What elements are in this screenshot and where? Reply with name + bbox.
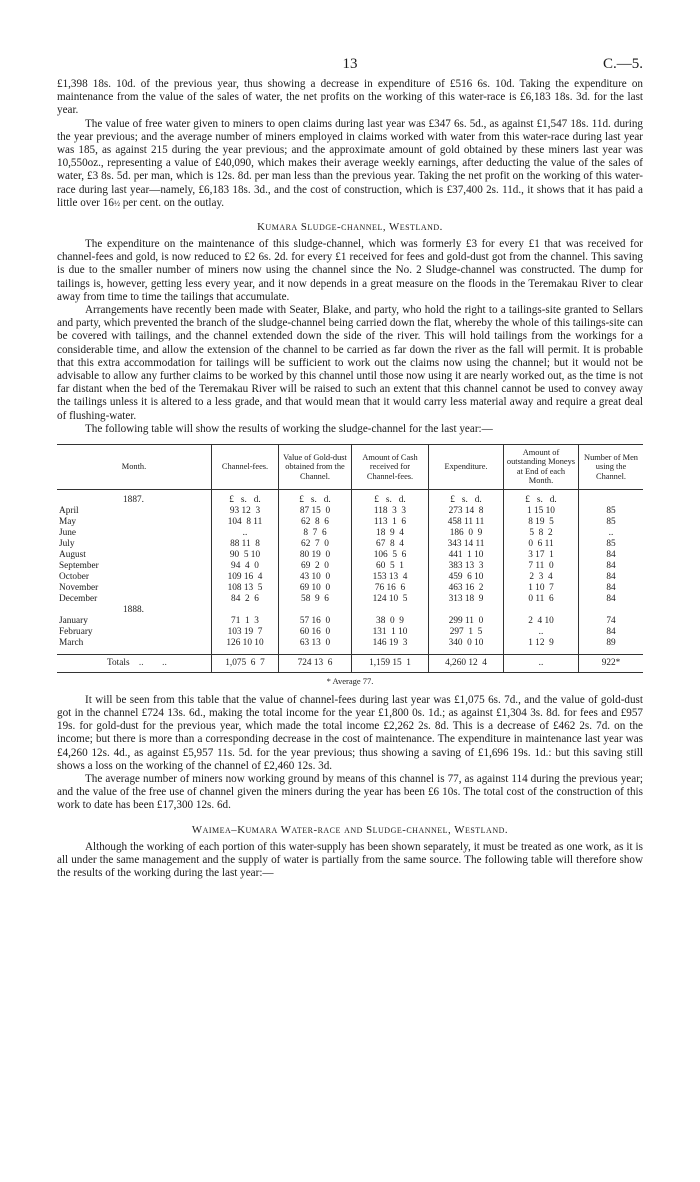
cash-cell: 131 1 10	[352, 627, 429, 638]
out-cell: 2 4 10	[504, 616, 579, 627]
fees-cell: 104 8 11	[212, 517, 279, 528]
paragraph: Arrangements have recently been made with Seater, Blake, and party, who hold the right to a tailings-site granted to Sellars and party, which prevented the branch of the sludge-channel being carried down the flat, whereby the whole of this tailings-site can be covered with tailings, and the channel extended down the side of the river. This will hold tailings from the workings for a considerable time, and allow the extension of the channel to be carried as far down the river as the fall will permit. It is probable that this extra accommodation for tailings will be sufficient to work out the claims now using the channel; but it would not be advisable to allow any further claims to be worked by this channel until those now using it are nearly worked out, as the time is not far distant when the bed of the Teremakau River will be raised to such an extent that this channel cannot be used to convey away the tailings unless it is altered to a less grade, and that would mean that it would carry less material away and require a great deal of flushing-water.	[57, 304, 643, 422]
out-cell: 5 8 2	[504, 528, 579, 539]
men-cell: 922*	[579, 654, 644, 672]
section-heading: Kumara Sludge-channel, Westland.	[257, 221, 443, 234]
out-cell: 0 6 11	[504, 539, 579, 550]
cash-cell: 60 5 1	[352, 561, 429, 572]
units-label: £ s. d.	[352, 495, 429, 506]
table-header-row	[57, 445, 643, 490]
fees-cell: 88 11 8	[212, 539, 279, 550]
gold-cell: 80 19 0	[279, 550, 352, 561]
document-reference: C.—5.	[602, 56, 643, 72]
men-cell: 89	[579, 638, 644, 649]
exp-cell: 441 1 10	[429, 550, 504, 561]
month-cell: April	[59, 505, 79, 516]
out-cell: ..	[504, 654, 579, 672]
fees-cell: 93 12 3	[212, 506, 279, 517]
table-row	[57, 539, 643, 550]
units-label: £ s. d.	[212, 495, 279, 506]
month-cell: May	[59, 516, 77, 527]
month-cell: October	[59, 571, 89, 582]
exp-cell: 343 14 11	[429, 539, 504, 550]
men-cell: 84	[579, 594, 644, 605]
cash-cell: 106 5 6	[352, 550, 429, 561]
month-cell: September	[59, 560, 99, 571]
exp-cell: 186 0 9	[429, 528, 504, 539]
gold-cell: 63 13 0	[279, 638, 352, 649]
exp-cell: 4,260 12 4	[429, 654, 504, 672]
units-label: £ s. d.	[504, 495, 579, 506]
fraction: ½	[113, 198, 120, 208]
men-cell: ..	[579, 528, 644, 539]
table-row	[57, 627, 643, 638]
col-header-month: Month.	[57, 445, 212, 490]
out-cell: ..	[504, 627, 579, 638]
men-cell: 84	[579, 572, 644, 583]
men-cell: 74	[579, 616, 644, 627]
exp-cell: 273 14 8	[429, 506, 504, 517]
year-label: 1887.	[123, 494, 144, 505]
month-cell: July	[59, 538, 75, 549]
table-row	[57, 638, 643, 649]
exp-cell: 313 18 9	[429, 594, 504, 605]
table-row	[57, 561, 643, 572]
men-cell: 85	[579, 517, 644, 528]
exp-cell: 458 11 11	[429, 517, 504, 528]
out-cell: 7 11 0	[504, 561, 579, 572]
month-cell: Totals .. ..	[57, 654, 212, 672]
exp-cell: 459 6 10	[429, 572, 504, 583]
paragraph: £1,398 18s. 10d. of the previous year, thus showing a decrease in expenditure of £516 6s. 10d. Taking the expenditure on maintenance from the value of the sales of water, the net profits on the working of this water-race is £6,183 18s. 3d. for the last year.	[57, 78, 643, 117]
paragraph: The expenditure on the maintenance of this sludge-channel, which was formerly £3 for every £1 that was received for channel-fees and gold, is now reduced to £2 6s. 2d. for every £1 received for fees and gold-dust got from the channel. This saving is due to the smaller number of miners now using the channel since the No. 2 Sludge-channel was constructed. The dump for tailings is, however, getting less every year, and it now depends in a great measure on the floods in the Teremakau River to clear away from time to time the tailings that accumulate.	[57, 238, 643, 303]
gold-cell: 43 10 0	[279, 572, 352, 583]
cash-cell: 113 1 6	[352, 517, 429, 528]
table-row	[57, 594, 643, 605]
paragraph: It will be seen from this table that the value of channel-fees during last year was £1,075 6s. 7d., and the value of gold-dust got in the channel £724 13s. 6d., making the total income for the year £1,800 0s. 1d.; as against £1,304 3s. 8d. for fees and £957 19s. for gold-dust for the previous year, which made the total income £2,262 2s. 8d. This is a decrease of £462 2s. 7d. on the income; but there is more than a corresponding decrease in the cost of maintenance. The expenditure in maintenance last year was £4,260 12s. 4d., as against £5,957 11s. 5d. for the year previous; thus showing a saving of £1,696 19s. 1d.: but this saving still shows a loss on the working of the channel of £2,460 12s. 3d.	[57, 693, 643, 772]
table-row	[57, 583, 643, 594]
fees-cell: 126 10 10	[212, 638, 279, 649]
cash-cell: 1,159 15 1	[352, 654, 429, 672]
exp-cell: 463 16 2	[429, 583, 504, 594]
units-label: £ s. d.	[279, 495, 352, 506]
month-cell: January	[59, 615, 88, 626]
year-row	[57, 605, 643, 616]
table-footnote: * Average 77.	[326, 675, 374, 686]
month-cell: November	[59, 582, 99, 593]
document-page	[57, 56, 643, 880]
fees-cell: 71 1 3	[212, 616, 279, 627]
units-label: £ s. d.	[429, 495, 504, 506]
col-header-expenditure: Expenditure.	[429, 445, 504, 490]
out-cell: 2 3 4	[504, 572, 579, 583]
paragraph: Although the working of each portion of this water-supply has been shown separately, it must be treated as one work, as it is all under the same management and the supply of water is partially from the same source. The following table will therefore show the results of the working during the last year:—	[57, 840, 643, 879]
table-row	[57, 616, 643, 627]
month-cell: December	[59, 593, 98, 604]
fees-cell: 1,075 6 7	[212, 654, 279, 672]
men-cell: 84	[579, 627, 644, 638]
exp-cell: 299 11 0	[429, 616, 504, 627]
fees-cell: ..	[212, 528, 279, 539]
men-cell: 84	[579, 561, 644, 572]
col-header-men: Number of Men using the Channel.	[579, 445, 644, 490]
section-heading: Waimea–Kumara Water-race and Sludge-channel, Westland.	[191, 823, 509, 836]
sludge-channel-table	[57, 444, 643, 673]
gold-cell: 69 10 0	[279, 583, 352, 594]
cash-cell: 124 10 5	[352, 594, 429, 605]
gold-cell: 62 8 6	[279, 517, 352, 528]
out-cell: 8 19 5	[504, 517, 579, 528]
gold-cell: 724 13 6	[279, 654, 352, 672]
col-header-cash-received: Amount of Cash received for Channel-fees.	[352, 445, 429, 490]
gold-cell: 69 2 0	[279, 561, 352, 572]
men-cell: 85	[579, 539, 644, 550]
cash-cell: 76 16 6	[352, 583, 429, 594]
exp-cell: 340 0 10	[429, 638, 504, 649]
table-row	[57, 550, 643, 561]
fees-cell: 103 19 7	[212, 627, 279, 638]
cash-cell: 67 8 4	[352, 539, 429, 550]
cash-cell: 118 3 3	[352, 506, 429, 517]
month-cell: March	[59, 637, 84, 648]
fees-cell: 94 4 0	[212, 561, 279, 572]
month-cell: August	[59, 549, 86, 560]
col-header-channel-fees: Channel-fees.	[212, 445, 279, 490]
month-cell: February	[59, 626, 93, 637]
table-row	[57, 528, 643, 539]
gold-cell: 57 16 0	[279, 616, 352, 627]
out-cell: 1 15 10	[504, 506, 579, 517]
month-cell: June	[59, 527, 77, 538]
fees-cell: 84 2 6	[212, 594, 279, 605]
men-cell: 84	[579, 550, 644, 561]
year-row	[57, 495, 643, 506]
out-cell: 3 17 1	[504, 550, 579, 561]
fees-cell: 108 13 5	[212, 583, 279, 594]
fees-cell: 109 16 4	[212, 572, 279, 583]
page-header	[57, 56, 643, 78]
year-label: 1888.	[123, 604, 144, 615]
exp-cell: 297 1 5	[429, 627, 504, 638]
gold-cell: 60 16 0	[279, 627, 352, 638]
cash-cell: 146 19 3	[352, 638, 429, 649]
col-header-outstanding: Amount of outstanding Moneys at End of each Month.	[504, 445, 579, 490]
men-cell: 84	[579, 583, 644, 594]
paragraph: The value of free water given to miners to open claims during last year was £347 6s. 5d., as against £1,547 18s. 11d. during the year previous; and the average number of miners employed in claims worked with water from this water-race during last year was 185, as against 215 during the year previous; and the approximate amount of gold obtained by these miners last year was 10,550oz., representing a value of £40,090, which makes their average weekly earnings, after deducting the value of the sales of water, £3 8s. 5d. per man, which is 12s. 8d. per man less than the previous year. Taking the net profit on the working of this water-race during last year—namely, £6,183 18s. 3d., and the cost of construction, which is £37,400 2s. 11d., it shows that it has paid a little over 16½ per cent. on the outlay.	[57, 117, 643, 209]
fees-cell: 90 5 10	[212, 550, 279, 561]
out-cell: 1 10 7	[504, 583, 579, 594]
page-number: 13	[342, 56, 358, 72]
out-cell: 1 12 9	[504, 638, 579, 649]
out-cell: 0 11 6	[504, 594, 579, 605]
exp-cell: 383 13 3	[429, 561, 504, 572]
cash-cell: 38 0 9	[352, 616, 429, 627]
gold-cell: 8 7 6	[279, 528, 352, 539]
paragraph: The average number of miners now working ground by means of this channel is 77, as against 114 during the previous year; and the value of the free use of channel given the miners during the year has been £6 10s. The total cost of the construction of this work to date has been £17,300 12s. 6d.	[57, 772, 643, 812]
table-row	[57, 572, 643, 583]
col-header-gold-dust: Value of Gold-dust obtained from the Channel.	[279, 445, 352, 490]
table-row	[57, 506, 643, 517]
totals-row	[57, 654, 643, 672]
table-row	[57, 517, 643, 528]
gold-cell: 87 15 0	[279, 506, 352, 517]
gold-cell: 62 7 0	[279, 539, 352, 550]
paragraph: The following table will show the results of working the sludge-channel for the last year:—	[85, 422, 493, 435]
cash-cell: 153 13 4	[352, 572, 429, 583]
gold-cell: 58 9 6	[279, 594, 352, 605]
men-cell: 85	[579, 506, 644, 517]
cash-cell: 18 9 4	[352, 528, 429, 539]
